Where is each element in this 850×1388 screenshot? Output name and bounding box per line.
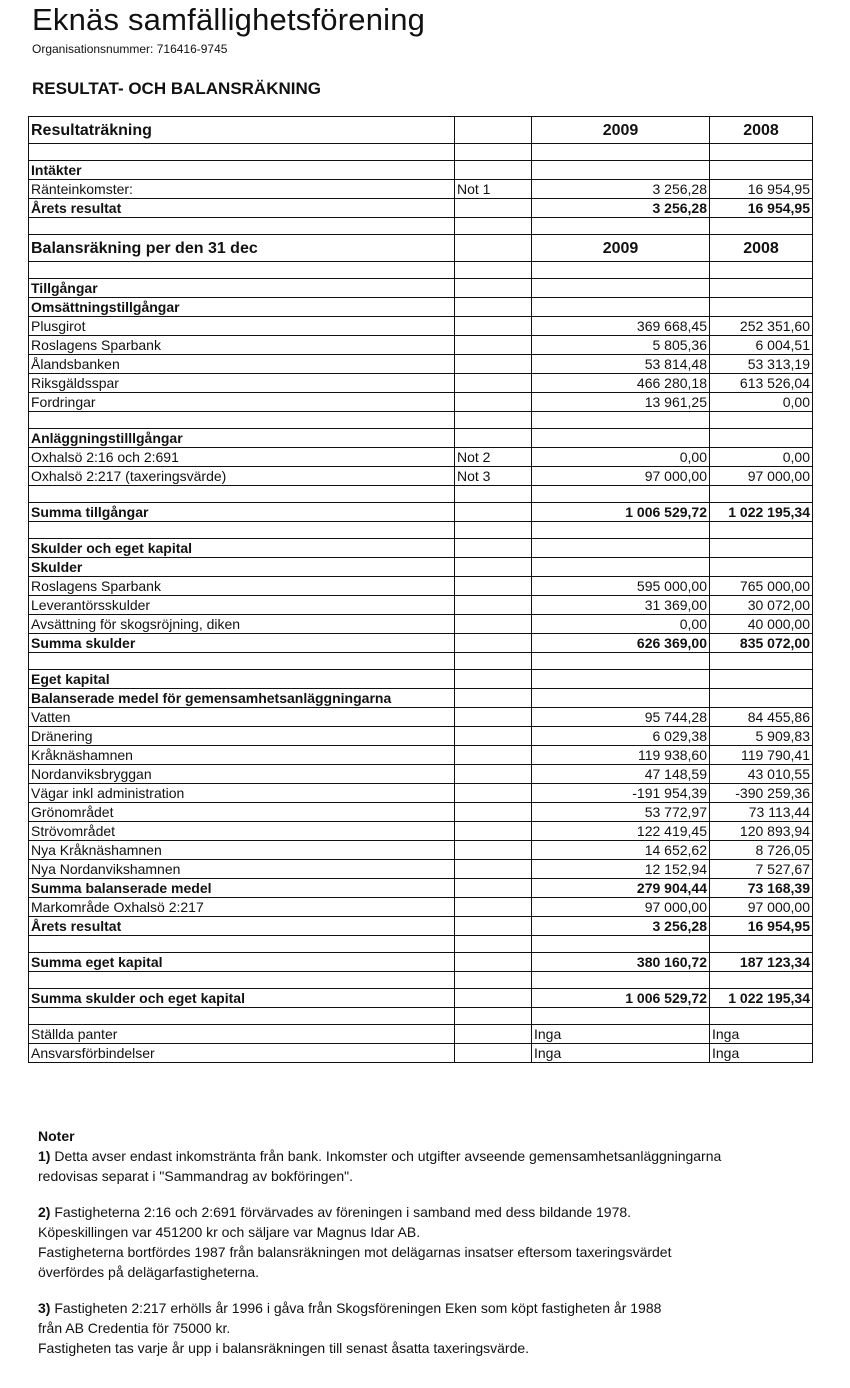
value-2008: 835 072,00 xyxy=(710,634,813,653)
table-row xyxy=(29,336,813,355)
balance-sheet-header-row xyxy=(29,235,813,262)
table-row xyxy=(29,393,813,412)
value-2009: 1 006 529,72 xyxy=(532,503,710,522)
notes-title: Noter xyxy=(38,1128,75,1144)
table-row xyxy=(29,1025,813,1044)
value-2009: 5 805,36 xyxy=(532,336,710,355)
value-2009: 13 961,25 xyxy=(532,393,710,412)
value-2008: 0,00 xyxy=(710,393,813,412)
section-row xyxy=(29,689,813,708)
value-2009: 47 148,59 xyxy=(532,765,710,784)
row-label: Markområde Oxhalsö 2:217 xyxy=(29,898,455,917)
income-statement-title: Resultaträkning xyxy=(29,117,455,144)
value-2009: Inga xyxy=(532,1025,710,1044)
value-2008: 16 954,95 xyxy=(710,180,813,199)
organization-number: Organisationsnummer: 716416-9745 xyxy=(32,42,228,56)
year-2009-header: 2009 xyxy=(532,117,710,144)
row-label: Summa tillgångar xyxy=(29,503,455,522)
value-2008: 40 000,00 xyxy=(710,615,813,634)
value-2009: 3 256,28 xyxy=(532,917,710,936)
table-row xyxy=(29,803,813,822)
note-2 xyxy=(38,1202,828,1282)
note-number: 3) xyxy=(38,1300,51,1316)
value-2008: 1 022 195,34 xyxy=(710,989,813,1008)
section-row xyxy=(29,539,813,558)
note-3 xyxy=(38,1298,828,1358)
row-label: Nya Kråknäshamnen xyxy=(29,841,455,860)
value-2008: 1 022 195,34 xyxy=(710,503,813,522)
note-line: Köpeskillingen var 451200 kr och säljare var Magnus Idar AB. xyxy=(38,1224,421,1240)
note-line: från AB Credentia för 75000 kr. xyxy=(38,1320,231,1336)
total-row xyxy=(29,879,813,898)
value-2009: 626 369,00 xyxy=(532,634,710,653)
income-section-title: Intäkter xyxy=(29,161,455,180)
value-2009: 595 000,00 xyxy=(532,577,710,596)
value-2008: 613 526,04 xyxy=(710,374,813,393)
value-2009: Inga xyxy=(532,1044,710,1063)
value-2009: 0,00 xyxy=(532,448,710,467)
value-2008: -390 259,36 xyxy=(710,784,813,803)
value-2008: 5 909,83 xyxy=(710,727,813,746)
value-2008: 765 000,00 xyxy=(710,577,813,596)
value-2009: 95 744,28 xyxy=(532,708,710,727)
row-label: Vägar inkl administration xyxy=(29,784,455,803)
value-2009: 53 772,97 xyxy=(532,803,710,822)
table-row xyxy=(29,708,813,727)
table-row xyxy=(29,822,813,841)
value-2008: 16 954,95 xyxy=(710,917,813,936)
total-row xyxy=(29,917,813,936)
value-2008: 97 000,00 xyxy=(710,898,813,917)
row-label: Dränering xyxy=(29,727,455,746)
row-label: Leverantörsskulder xyxy=(29,596,455,615)
note-number: 1) xyxy=(38,1148,51,1164)
total-row xyxy=(29,503,813,522)
value-2009: 97 000,00 xyxy=(532,467,710,486)
row-label: Plusgirot xyxy=(29,317,455,336)
value-2008: 8 726,05 xyxy=(710,841,813,860)
row-note: Not 1 xyxy=(455,180,532,199)
row-label: Strövområdet xyxy=(29,822,455,841)
row-label: Nya Nordanvikshamnen xyxy=(29,860,455,879)
table-row xyxy=(29,596,813,615)
value-2008: 0,00 xyxy=(710,448,813,467)
value-2009: 1 006 529,72 xyxy=(532,989,710,1008)
value-2008: 73 168,39 xyxy=(710,879,813,898)
value-2009: 279 904,44 xyxy=(532,879,710,898)
row-label: Kråknäshamnen xyxy=(29,746,455,765)
value-2008: 16 954,95 xyxy=(710,199,813,218)
value-2008: Inga xyxy=(710,1044,813,1063)
table-row xyxy=(29,615,813,634)
financial-statement-table xyxy=(28,116,813,1063)
row-note: Not 3 xyxy=(455,467,532,486)
note-number: 2) xyxy=(38,1204,51,1220)
note-line: Fastigheterna bortfördes 1987 från balansräkningen mot delägarnas insatser eftersom taxeringsvärdet xyxy=(38,1244,672,1260)
table-row xyxy=(29,467,813,486)
note-line: Detta avser endast inkomstränta från bank. Inkomster och utgifter avseende gemensamhetsanläggningarna xyxy=(54,1148,722,1164)
value-2009: 6 029,38 xyxy=(532,727,710,746)
section-row xyxy=(29,429,813,448)
value-2008: 97 000,00 xyxy=(710,467,813,486)
value-2009: 0,00 xyxy=(532,615,710,634)
retained-title: Balanserade medel för gemensamhetsanläggningarna xyxy=(29,689,455,708)
value-2009: 31 369,00 xyxy=(532,596,710,615)
row-label: Ställda panter xyxy=(29,1025,455,1044)
row-label: Roslagens Sparbank xyxy=(29,577,455,596)
note-line: överfördes på delägarfastigheterna. xyxy=(38,1264,260,1280)
value-2008: 120 893,94 xyxy=(710,822,813,841)
value-2009: 3 256,28 xyxy=(532,199,710,218)
value-2009: 466 280,18 xyxy=(532,374,710,393)
table-row xyxy=(29,860,813,879)
note-line: Fastigheten 2:217 erhölls år 1996 i gåva från Skogsföreningen Eken som köpt fastigheten år 1988 xyxy=(54,1300,662,1316)
total-row xyxy=(29,199,813,218)
section-row xyxy=(29,670,813,689)
note-line: Fastigheterna 2:16 och 2:691 förvärvades av föreningen i samband med dess bildande 1978. xyxy=(54,1204,632,1220)
value-2008: 252 351,60 xyxy=(710,317,813,336)
row-label: Grönområdet xyxy=(29,803,455,822)
value-2009: 119 938,60 xyxy=(532,746,710,765)
total-row xyxy=(29,953,813,972)
row-label: Roslagens Sparbank xyxy=(29,336,455,355)
year-2009-header: 2009 xyxy=(532,235,710,262)
value-2009: 14 652,62 xyxy=(532,841,710,860)
value-2008: 6 004,51 xyxy=(710,336,813,355)
row-label: Summa skulder xyxy=(29,634,455,653)
table-row xyxy=(29,180,813,199)
row-label: Fordringar xyxy=(29,393,455,412)
value-2009: 369 668,45 xyxy=(532,317,710,336)
total-row xyxy=(29,634,813,653)
row-label: Oxhalsö 2:217 (taxeringsvärde) xyxy=(29,467,455,486)
section-row xyxy=(29,298,813,317)
document-heading: RESULTAT- OCH BALANSRÄKNING xyxy=(32,79,321,98)
value-2008: 53 313,19 xyxy=(710,355,813,374)
total-row xyxy=(29,989,813,1008)
balance-sheet-title: Balansräkning per den 31 dec xyxy=(29,235,455,262)
value-2008: 43 010,55 xyxy=(710,765,813,784)
section-row xyxy=(29,279,813,298)
value-2008: 187 123,34 xyxy=(710,953,813,972)
table-row xyxy=(29,727,813,746)
table-row xyxy=(29,374,813,393)
table-row xyxy=(29,784,813,803)
section-row xyxy=(29,161,813,180)
row-label: Summa skulder och eget kapital xyxy=(29,989,455,1008)
value-2009: 3 256,28 xyxy=(532,180,710,199)
value-2008: 30 072,00 xyxy=(710,596,813,615)
notes-section xyxy=(38,1126,828,1374)
table-row xyxy=(29,765,813,784)
fixed-assets-title: Anläggningstilllgångar xyxy=(29,429,455,448)
row-note: Not 2 xyxy=(455,448,532,467)
value-2009: 53 814,48 xyxy=(532,355,710,374)
row-label: Avsättning för skogsröjning, diken xyxy=(29,615,455,634)
liab-equity-title: Skulder och eget kapital xyxy=(29,539,455,558)
value-2008: 7 527,67 xyxy=(710,860,813,879)
organization-name: Eknäs samfällighetsförening xyxy=(32,2,426,37)
value-2009: 12 152,94 xyxy=(532,860,710,879)
note-line: Fastigheten tas varje år upp i balansräkningen till senast åsatta taxeringsvärde. xyxy=(38,1340,530,1356)
row-label: Oxhalsö 2:16 och 2:691 xyxy=(29,448,455,467)
note-line: redovisas separat i "Sammandrag av bokföringen". xyxy=(38,1168,353,1184)
row-label: Riksgäldsspar xyxy=(29,374,455,393)
table-row xyxy=(29,898,813,917)
row-label: Årets resultat xyxy=(29,199,455,218)
row-label: Summa eget kapital xyxy=(29,953,455,972)
value-2009: -191 954,39 xyxy=(532,784,710,803)
year-2008-header: 2008 xyxy=(710,117,813,144)
value-2008: 73 113,44 xyxy=(710,803,813,822)
liabilities-title: Skulder xyxy=(29,558,455,577)
value-2009: 380 160,72 xyxy=(532,953,710,972)
section-row xyxy=(29,558,813,577)
assets-title: Tillgångar xyxy=(29,279,455,298)
value-2009: 122 419,45 xyxy=(532,822,710,841)
row-label: Ålandsbanken xyxy=(29,355,455,374)
row-label: Ränteinkomster: xyxy=(29,180,455,199)
income-statement-header-row xyxy=(29,117,813,144)
row-label: Ansvarsförbindelser xyxy=(29,1044,455,1063)
value-2008: Inga xyxy=(710,1025,813,1044)
value-2008: 84 455,86 xyxy=(710,708,813,727)
value-2009: 97 000,00 xyxy=(532,898,710,917)
table-row xyxy=(29,577,813,596)
row-label: Årets resultat xyxy=(29,917,455,936)
table-row xyxy=(29,355,813,374)
year-2008-header: 2008 xyxy=(710,235,813,262)
row-label: Summa balanserade medel xyxy=(29,879,455,898)
table-row xyxy=(29,1044,813,1063)
row-label: Nordanviksbryggan xyxy=(29,765,455,784)
current-assets-title: Omsättningstillgångar xyxy=(29,298,455,317)
note-1 xyxy=(38,1146,828,1186)
row-label: Vatten xyxy=(29,708,455,727)
table-row xyxy=(29,448,813,467)
value-2008: 119 790,41 xyxy=(710,746,813,765)
table-row xyxy=(29,317,813,336)
table-row xyxy=(29,841,813,860)
table-row xyxy=(29,746,813,765)
equity-title: Eget kapital xyxy=(29,670,455,689)
